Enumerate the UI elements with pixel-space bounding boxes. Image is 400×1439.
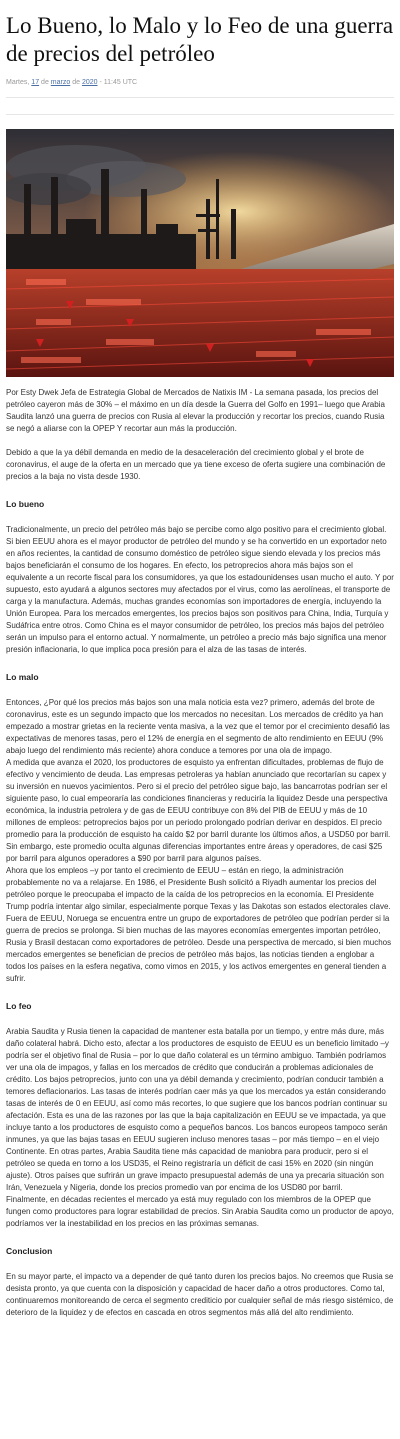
section-paragraph: En su mayor parte, el impacto va a depender de qué tanto duren los precios bajos. No creemos que Rusia se desista pronto, ya que cuenta con la disposición y capacidad de hacer daño a otros productores. Como tal, continuaremos monitoreando de cerca el segmento crediticio por cualquier señal de más riesgo sistémico, de deterioro de la liquidez y de efectos en cascada en otros segmentos más allá del alto rendimiento. (6, 1272, 394, 1317)
section-heading-conclusion: Conclusion (6, 1246, 53, 1256)
article-title: Lo Bueno, lo Malo y lo Feo de una guerra de precios del petróleo (6, 13, 394, 66)
article-intro-2 (6, 447, 394, 483)
section-body-good (6, 524, 394, 656)
section-paragraph: Finalmente, en décadas recientes el mercado ya está muy regulado con los miembros de la OPEP que fungen como productores para lograr estabilidad de precios. Sin Arabia Saudita como un productor de apoyo, podríamos ver la inestabilidad en los precios en las próximas semanas. (6, 1195, 394, 1228)
section-body-conclusion (6, 1271, 394, 1319)
date-month-link[interactable]: marzo (50, 79, 71, 86)
section-heading-ugly: Lo feo (6, 1001, 32, 1011)
section-heading-bad: Lo malo (6, 672, 39, 682)
section-heading-good: Lo bueno (6, 499, 45, 509)
section-body-ugly (6, 1026, 394, 1230)
section-paragraph: Ahora que los empleos –y por tanto el crecimiento de EEUU – están en riego, la administración probablemente no va a relajarse. En 1986, el Presidente Bush solicitó a Riyadh aumentar los precios del petróleo porque le preocupaba el impacto de la caída de los petroprecios en la economía. El Presidente Trump podría intentar algo similar, especialmente porque Texas y las Dakotas son estados electorales clave. (6, 866, 391, 911)
article-dateline (6, 78, 394, 87)
section-body-bad (6, 697, 394, 985)
section-paragraph: A medida que avanza el 2020, los productores de esquisto ya enfrentan dificultades, problemas de flujo de efectivo y vencimiento de deuda. Las empresas petroleras ya habían anunciado que recortarían su capex y su inversión en nuevos yacimientos. Pero si el precio del petróleo sigue bajo, las bancarrotas podrían ser el siguiente paso, lo cual empeoraría las condiciones financieras y reduciría la liquidez Desde una perspectiva económica, la industria petrolera y de gas de EEUU contribuye con 8% del PIB de EEUU y más de 10 millones de empleos: petroprecios bajos por un periodo prolongado podrían derivar en despidos. El precio promedio para la producción de esquisto ha caído $2 por barril durante los últimos años, a USD50 por barril. Sin embargo, este promedio oculta algunas diferencias importantes entre áreas y operadores, de casi $25 por barril para algunos operadores a $90 por barril para algunos países. (6, 758, 391, 863)
article-intro (6, 387, 394, 435)
date-year-link[interactable]: 2020 (81, 79, 98, 86)
date-de-1: de (41, 79, 49, 86)
date-day-link[interactable]: 17 (31, 79, 40, 86)
section-paragraph: Arabia Saudita y Rusia tienen la capacidad de mantener esta batalla por un tiempo, y entre más dure, más daño colateral habrá. Dicho esto, afectar a los productores de esquisto de EEUU es un beneficio limitado –y podría ser el objetivo final de Rusia – por lo que daño colateral es un término ambiguo. También podríamos ver una ola de impagos, y fallas en los mercados de crédito que conducirán a problemas adicionales de crédito. Los bajos petroprecios, junto con una ya débil demanda y crecimiento, podrían conducir también a temores deflacionarios. Las tasas de interés podrían caer más ya que los mercados ya están considerando tasas de interés de 0 en EEUU, así como más recortes, lo que sugiere que los bancos podrían continuar su afectación. Esta es una de las razones por las que la baja capitalización en EEUU se ve impactada, ya que incluye tanto a los productores de esquisto como a pequeños bancos. Los bancos europeos tampoco serán inmunes, ya que las bajas tasas en EEUU sugieren incluso menores tasas – por más tiempo – en el viejo Continente. En otras partes, Arabia Saudita tiene más capacidad de maniobra para producir, pero si el petróleo se queda en torno a los USD35, el Reino registraría un déficit de casi 15% en 2020 (sin ningún ajuste). Otros países que sufrirán un grave impacto presupuestal además de una ya precaria situación son Irán, Venezuela y Nigeria, donde los precios promedio van por encima de los USD80 por barril. (6, 1027, 389, 1192)
section-paragraph: Tradicionalmente, un precio del petróleo más bajo se percibe como algo positivo para el crecimiento global. Si bien EEUU ahora es el mayor productor de petróleo del mundo y se ha convertido en un exportador neto en años recientes, la cantidad de consumo doméstico de petróleo sigue siendo elevada y los precios más bajos beneficiarán el consumo de los hogares. En efecto, los petroprecios ahora más bajos son el equivalente a un recorte fiscal para los consumidores, ya que los estadounidenses usan mucho el auto. Y por supuesto, esto ayudará a algunos sectores muy afectados por el virus, como las aerolíneas, el transporte de carga y la manufactura. Además, muchas grandes economías son importadores de energía, incluyendo la Unión Europea. Para los mercados emergentes, los precios bajos son positivos para China, India, Turquía y Sudáfrica entre otros. Como China es el mayor consumidor de petróleo, los precios más bajos del petróleo serán un impulso para el entorno actual. Y normalmente, un petróleo a precio más bajo significa una menor presión inflacionaria, lo que implica poca presión para el alza de las tasas de interés. (6, 525, 394, 654)
divider (6, 97, 394, 98)
hero-image-oil-refinery (6, 129, 394, 377)
date-de-2: de (72, 79, 80, 86)
section-paragraph: Fuera de EEUU, Noruega se encuentra entre un grupo de exportadores de petróleo que podrían perder si la guerra de precios se prolonga. Si bien muchas de las mayores economías emergentes importan petróleo, Rusia y Brasil destacan como exportadores de petróleo. Desde una perspectiva de mercado, si bien muchos mercados emergentes se benefician de precios de petróleo más bajos, las noticias tienden a englobar a todos los países en la esfera negativa, como vimos en 2015, y los activos emergentes en general tienden a sufrir. (6, 914, 392, 983)
date-weekday: Martes, (6, 79, 30, 86)
section-paragraph: Entonces, ¿Por qué los precios más bajos son una mala noticia esta vez? primero, además del brote de coronavirus, este es un segundo impacto que los mercados no necesitan. Los mercados de crédito ya han empezado a mostrar grietas en la reciente venta masiva, a la vez que el temor por el crecimiento desafió las expectativas de menores tasas, pero el 12% de energía en el segmento de alto rendimiento en EEUU (9% abajo luego del rendimiento más reciente) ahora conduce a temores por una ola de impago. (6, 698, 390, 755)
intro-paragraph-1: Por Esty Dwek Jefa de Estrategia Global de Mercados de Natixis IM - La semana pasada, los precios del petróleo cayeron más de 30% – el máximo en un día desde la Guerra del Golfo en 1991– luego que Arabia Saudita lanzó una guerra de precios con Rusia al elevar la producción y recortar los precios, cuando Rusia se negó a aliarse con la OPEP Y recortar aun más la producción. (6, 388, 385, 433)
intro-paragraph-2: Debido a que la ya débil demanda en medio de la desaceleración del crecimiento global y el brote de coronavirus, el auge de la oferta en un mercado que ya tiene exceso de oferta sugiere una combinación de precios a la baja no vista desde 1930. (6, 448, 386, 481)
date-time: - 11:45 UTC (99, 79, 138, 86)
divider (6, 114, 394, 115)
